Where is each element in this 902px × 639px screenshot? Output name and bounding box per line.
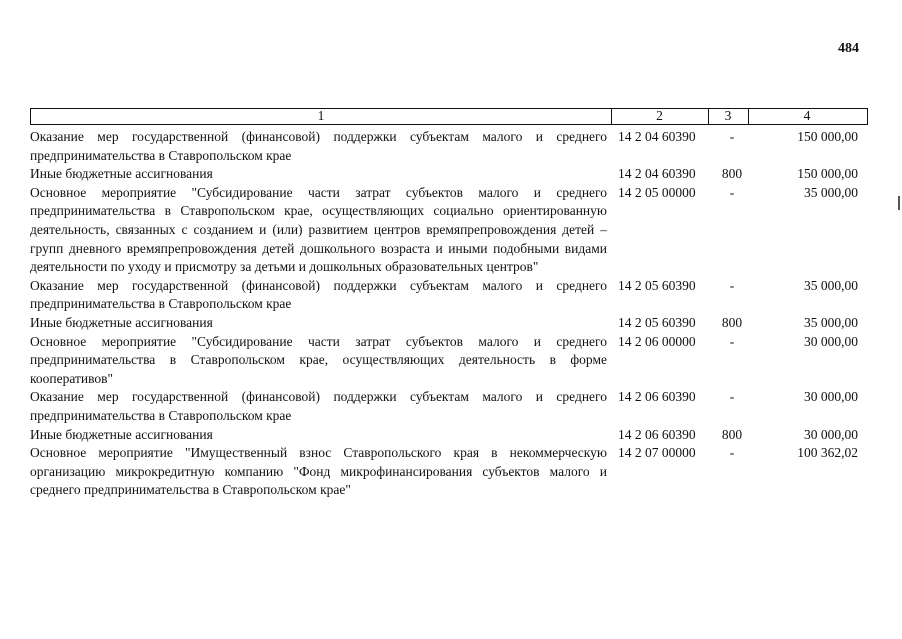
- table-row: [30, 388, 870, 425]
- row-name: Основное мероприятие "Имущественный взнос Ставропольского края в некоммерческую организацию микрокредитную компанию "Фонд микрофинансирования субъектов малого и среднего предпринимательства в Ставропольском крае": [30, 445, 607, 498]
- row-amount: 35 000,00: [804, 314, 858, 330]
- row-type: 800: [721, 166, 743, 182]
- row-amount: 100 362,02: [797, 445, 858, 461]
- table-row: [30, 444, 870, 500]
- table-row: [30, 184, 870, 277]
- row-name: Оказание мер государственной (финансовой) поддержки субъектам малого и среднего предпринимательства в Ставропольском крае: [30, 129, 607, 163]
- row-type: -: [729, 277, 735, 293]
- row-name: Иные бюджетные ассигнования: [30, 426, 213, 442]
- row-code: 14 2 06 60390: [618, 389, 696, 405]
- row-name: Основное мероприятие "Субсидирование части затрат субъектов малого и среднего предпринимательства в Ставропольском крае, осуществляющих деятельность в форме кооперативов": [30, 333, 607, 386]
- row-code: 14 2 07 00000: [618, 445, 696, 461]
- row-type: -: [729, 184, 735, 200]
- table-row: [30, 426, 870, 445]
- row-code: 14 2 04 60390: [618, 166, 696, 182]
- table-row: [30, 333, 870, 389]
- table-header: [30, 108, 868, 125]
- row-code: 14 2 05 00000: [618, 184, 696, 200]
- row-type: -: [729, 333, 735, 349]
- row-code: 14 2 05 60390: [618, 277, 696, 293]
- row-code: 14 2 06 00000: [618, 333, 696, 349]
- row-amount: 30 000,00: [804, 426, 858, 442]
- row-name: Оказание мер государственной (финансовой) поддержки субъектам малого и среднего предпринимательства в Ставропольском крае: [30, 277, 607, 312]
- row-type: 800: [721, 314, 743, 330]
- row-amount: 30 000,00: [804, 333, 858, 349]
- header-col-1: 1: [317, 108, 325, 123]
- row-code: 14 2 05 60390: [618, 314, 696, 330]
- table-row: [30, 277, 870, 314]
- row-code: 14 2 04 60390: [618, 129, 696, 144]
- table-row: [30, 314, 870, 333]
- page-number: 484: [838, 41, 859, 56]
- row-amount: 150 000,00: [797, 129, 858, 144]
- row-name: Иные бюджетные ассигнования: [30, 166, 213, 182]
- row-amount: 35 000,00: [804, 184, 858, 200]
- table-row: [30, 165, 870, 184]
- table-row: [30, 128, 870, 165]
- row-code: 14 2 06 60390: [618, 426, 696, 442]
- header-col-2: 2: [656, 108, 663, 123]
- row-amount: 35 000,00: [804, 277, 858, 293]
- row-type: -: [729, 445, 735, 461]
- row-type: 800: [721, 426, 743, 442]
- row-amount: 30 000,00: [804, 389, 858, 405]
- row-type: -: [729, 389, 735, 405]
- row-amount: 150 000,00: [797, 166, 858, 182]
- header-col-3: 3: [724, 108, 732, 123]
- header-col-4: 4: [803, 108, 811, 123]
- row-name: Основное мероприятие "Субсидирование части затрат субъектов малого и среднего предпринимательства в Ставропольском крае, осуществляющих социально ориентированную деятельность, связанных с созданием и (или) развитием центров времяпрепровождения детей – групп дневного времяпрепровождения детей дошкольного возраста и иными подобными видами деятельности по уходу и присмотру за детьми и дошкольных образовательных центров": [30, 184, 607, 275]
- row-type: -: [729, 129, 735, 144]
- row-name: Оказание мер государственной (финансовой) поддержки субъектам малого и среднего предпринимательства в Ставропольском крае: [30, 389, 607, 423]
- scan-margin-mark: [898, 196, 900, 210]
- row-name: Иные бюджетные ассигнования: [30, 314, 213, 330]
- budget-table: [30, 128, 870, 500]
